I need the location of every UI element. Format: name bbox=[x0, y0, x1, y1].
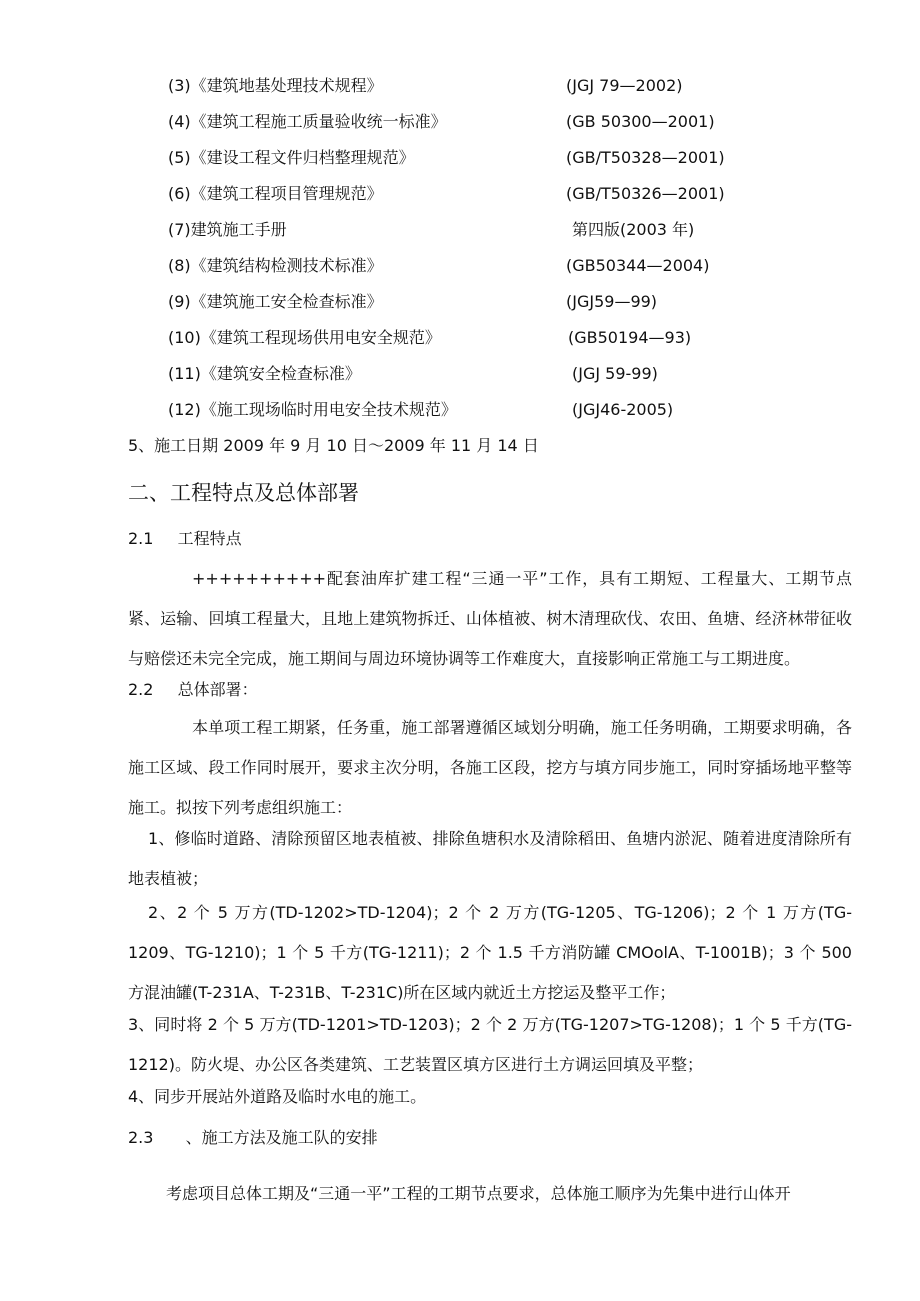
standard-code: (JGJ46-2005) bbox=[572, 400, 674, 419]
deployment-item: 2、2 个 5 万方(TD-1202>TD-1204)；2 个 2 万方(TG-1205、TG-1206)；2 个 1 万方(TG-1209、TG-1210)；1 个 5 千方(TG-1211)；2 个 1.5 千方消防罐 CMOolA、T-1001B)；3 个 500 方混油罐(T-231A、T-231B、T-231C)所在区域内就近土方挖运及整平工作； bbox=[128, 903, 852, 1002]
paragraph-overall-deployment: 本单项工程工期紧，任务重，施工部署遵循区域划分明确，施工任务明确，工期要求明确，各施工区域、段工作同时展开，要求主次分明，各施工区段，挖方与填方同步施工，同时穿插场地平整等施工。拟按下列考虑组织施工： bbox=[128, 718, 852, 817]
standard-code: (GB50194—93) bbox=[568, 328, 692, 347]
deployment-item: 1、修临时道路、清除预留区地表植被、排除鱼塘积水及清除稻田、鱼塘内淤泥、随着进度清除所有地表植被； bbox=[128, 829, 852, 888]
standard-name: (4)《建筑工程施工质量验收统一标准》 bbox=[168, 112, 447, 131]
paragraph-construction-method: 考虑项目总体工期及“三通一平”工程的工期节点要求，总体施工顺序为先集中进行山体开 bbox=[166, 1184, 791, 1203]
standard-name: (10)《建筑工程现场供用电安全规范》 bbox=[168, 328, 441, 347]
standard-code: (GB/T50326—2001) bbox=[566, 184, 725, 203]
deployment-item: 4、同步开展站外道路及临时水电的施工。 bbox=[128, 1087, 427, 1106]
construction-date: 5、施工日期 2009 年 9 月 10 日～2009 年 11 月 14 日 bbox=[128, 436, 539, 455]
standard-name: (3)《建筑地基处理技术规程》 bbox=[168, 76, 383, 95]
standard-name: (11)《建筑安全检查标准》 bbox=[168, 364, 361, 383]
standard-code: 第四版(2003 年) bbox=[572, 220, 695, 239]
standard-name: (9)《建筑施工安全检查标准》 bbox=[168, 292, 383, 311]
subsection-number: 2.1 bbox=[128, 529, 154, 548]
subsection-number: 2.3 bbox=[128, 1128, 154, 1147]
standard-name: (7)建筑施工手册 bbox=[168, 220, 287, 239]
section-heading: 二、工程特点及总体部署 bbox=[128, 481, 359, 505]
standard-code: (GB 50300—2001) bbox=[566, 112, 715, 131]
standard-name: (5)《建设工程文件归档整理规范》 bbox=[168, 148, 415, 167]
standard-code: (GB/T50328—2001) bbox=[566, 148, 725, 167]
paragraph-project-features: ++++++++++配套油库扩建工程“三通一平”工作，具有工期短、工程量大、工期节点紧、运输、回填工程量大，且地上建筑物拆迁、山体植被、树木清理砍伐、农田、鱼塘、经济林带征收与赔偿还未完全完成，施工期间与周边环境协调等工作难度大，直接影响正常施工与工期进度。 bbox=[128, 569, 852, 668]
subsection-number: 2.2 bbox=[128, 680, 154, 699]
standard-name: (12)《施工现场临时用电安全技术规范》 bbox=[168, 400, 457, 419]
deployment-item: 3、同时将 2 个 5 万方(TD-1201>TD-1203)；2 个 2 万方(TG-1207>TG-1208)；1 个 5 千方(TG-1212)。防火堤、办公区各类建筑、工艺装置区填方区进行土方调运回填及平整； bbox=[128, 1015, 852, 1074]
subsection-title-2-1 bbox=[128, 531, 242, 547]
subsection-title: 、施工方法及施工队的安排 bbox=[185, 1128, 378, 1147]
standard-code: (JGJ59—99) bbox=[566, 292, 658, 311]
standard-code: (JGJ 79—2002) bbox=[566, 76, 683, 95]
subsection-title-2-3 bbox=[128, 1130, 378, 1146]
standard-name: (8)《建筑结构检测技术标准》 bbox=[168, 256, 383, 275]
subsection-title: 总体部署： bbox=[177, 680, 258, 699]
subsection-title-2-2 bbox=[128, 682, 258, 698]
standard-code: (GB50344—2004) bbox=[566, 256, 710, 275]
standard-code: (JGJ 59-99) bbox=[572, 364, 658, 383]
standard-name: (6)《建筑工程项目管理规范》 bbox=[168, 184, 383, 203]
subsection-title: 工程特点 bbox=[177, 529, 242, 548]
